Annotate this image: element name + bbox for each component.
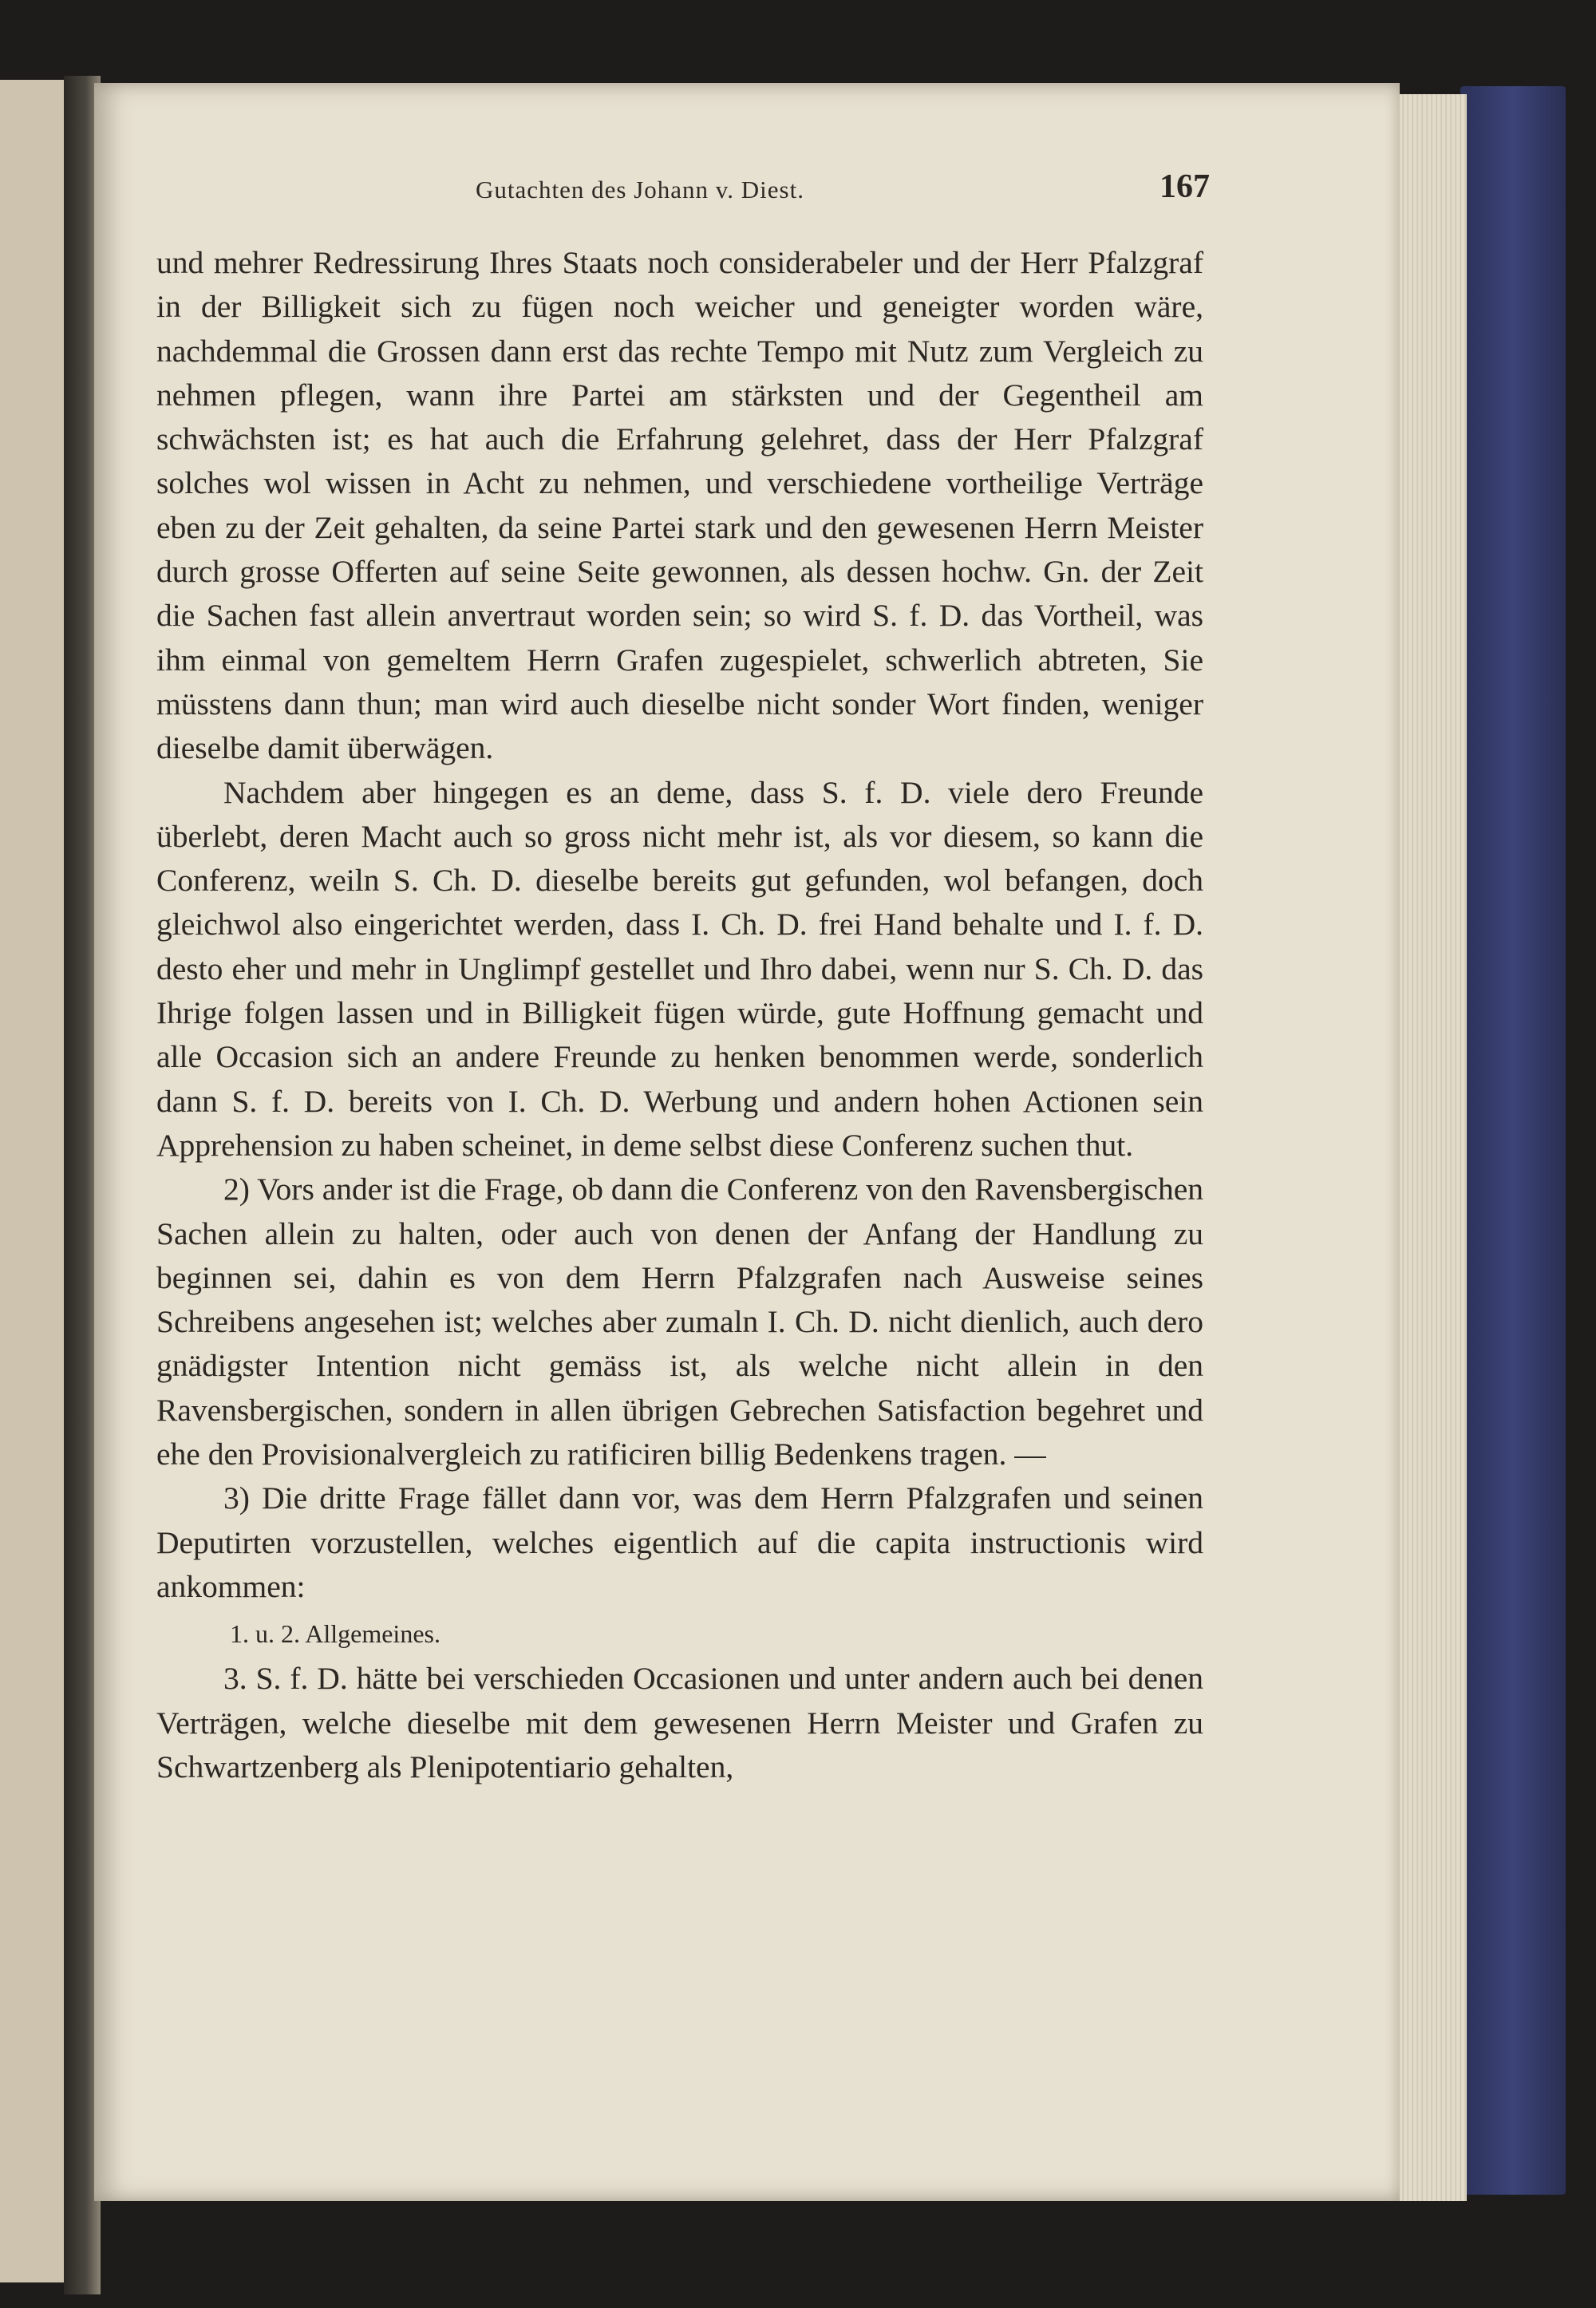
paragraph-5: 3. S. f. D. hätte bei verschieden Occasionen und unter andern auch bei denen Verträgen, welche dieselbe mit dem gewesenen Herrn Meister und Grafen zu Schwartzenberg als Plenipotentiario gehalten, [156, 1661, 1203, 1784]
paragraph-1: und mehrer Redressirung Ihres Staats noch considerabeler und der Herr Pfalzgraf in der Billigkeit sich zu fügen noch weicher und geneigter worden wäre, nachdemmal die Grossen dann erst das rechte Tempo mit Nutz zum Vergleich zu nehmen pflegen, wann ihre Partei am stärksten und der Gegentheil am schwächsten ist; es hat auch die Erfahrung gelehret, dass der Herr Pfalzgraf solches wol wissen in Acht zu nehmen, und verschiedene vortheilige Verträge eben zu der Zeit gehalten, da seine Partei stark und den gewesenen Herrn Meister durch grosse Offerten auf seine Seite gewonnen, als dessen hochw. Gn. der Zeit die Sachen fast allein anvertraut worden sein; so wird S. f. D. das Vortheil, was ihm einmal von gemeltem Herrn Grafen zugespielet, schwerlich abtreten, Sie müsstens dann thun; man wird auch dieselbe nicht sonder Wort finden, weniger dieselbe damit überwägen. [156, 245, 1203, 766]
left-page-edge [0, 80, 64, 2282]
page-number: 167 [1159, 168, 1210, 205]
page-header [476, 168, 1210, 215]
running-head: Gutachten des Johann v. Diest. [476, 176, 804, 204]
paragraph-4: 3) Die dritte Frage fället dann vor, was dem Herrn Pfalzgrafen und seinen Deputirten vorzustellen, welches eigentlich auf die capita instructionis wird ankommen: [156, 1480, 1203, 1604]
paragraph-3: 2) Vors ander ist die Frage, ob dann die Conferenz von den Ravensbergischen Sachen allein zu halten, oder auch von denen der Anfang der Handlung zu beginnen sei, dahin es von dem Herrn Pfalzgrafen nach Ausweise seines Schreibens angesehen ist; welches aber zumaln I. Ch. D. nicht dienlich, auch dero gnädigster Intention nicht gemäss ist, als welche nicht allein in den Ravensbergischen, sondern in allen übrigen Gebrechen Satisfaction begehret und ehe den Provisionalvergleich zu ratificiren billig Bedenkens tragen. — [156, 1172, 1203, 1472]
page-stack-edge [1390, 94, 1467, 2201]
enumeration-line: 1. u. 2. Allgemeines. [230, 1619, 440, 1649]
body-text [156, 241, 1203, 1789]
book-cover-edge [1460, 86, 1566, 2195]
paragraph-2: Nachdem aber hingegen es an deme, dass S. f. D. viele dero Freunde überlebt, deren Macht auch so gross nicht mehr ist, als vor diesem, so kann die Conferenz, weiln S. Ch. D. dieselbe bereits gut gefunden, wol befangen, doch gleichwol also eingerichtet werden, dass I. Ch. D. frei Hand behalte und I. f. D. desto eher und mehr in Unglimpf gestellet und Ihro dabei, wenn nur S. Ch. D. das Ihrige folgen lassen und in Billigkeit fügen würde, gute Hoffnung gemacht und alle Occasion sich an andere Freunde zu henken benommen werde, sonderlich dann S. f. D. bereits von I. Ch. D. Werbung und andern hohen Actionen sein Apprehension zu haben scheinet, in deme selbst diese Conferenz suchen thut. [156, 774, 1203, 1163]
